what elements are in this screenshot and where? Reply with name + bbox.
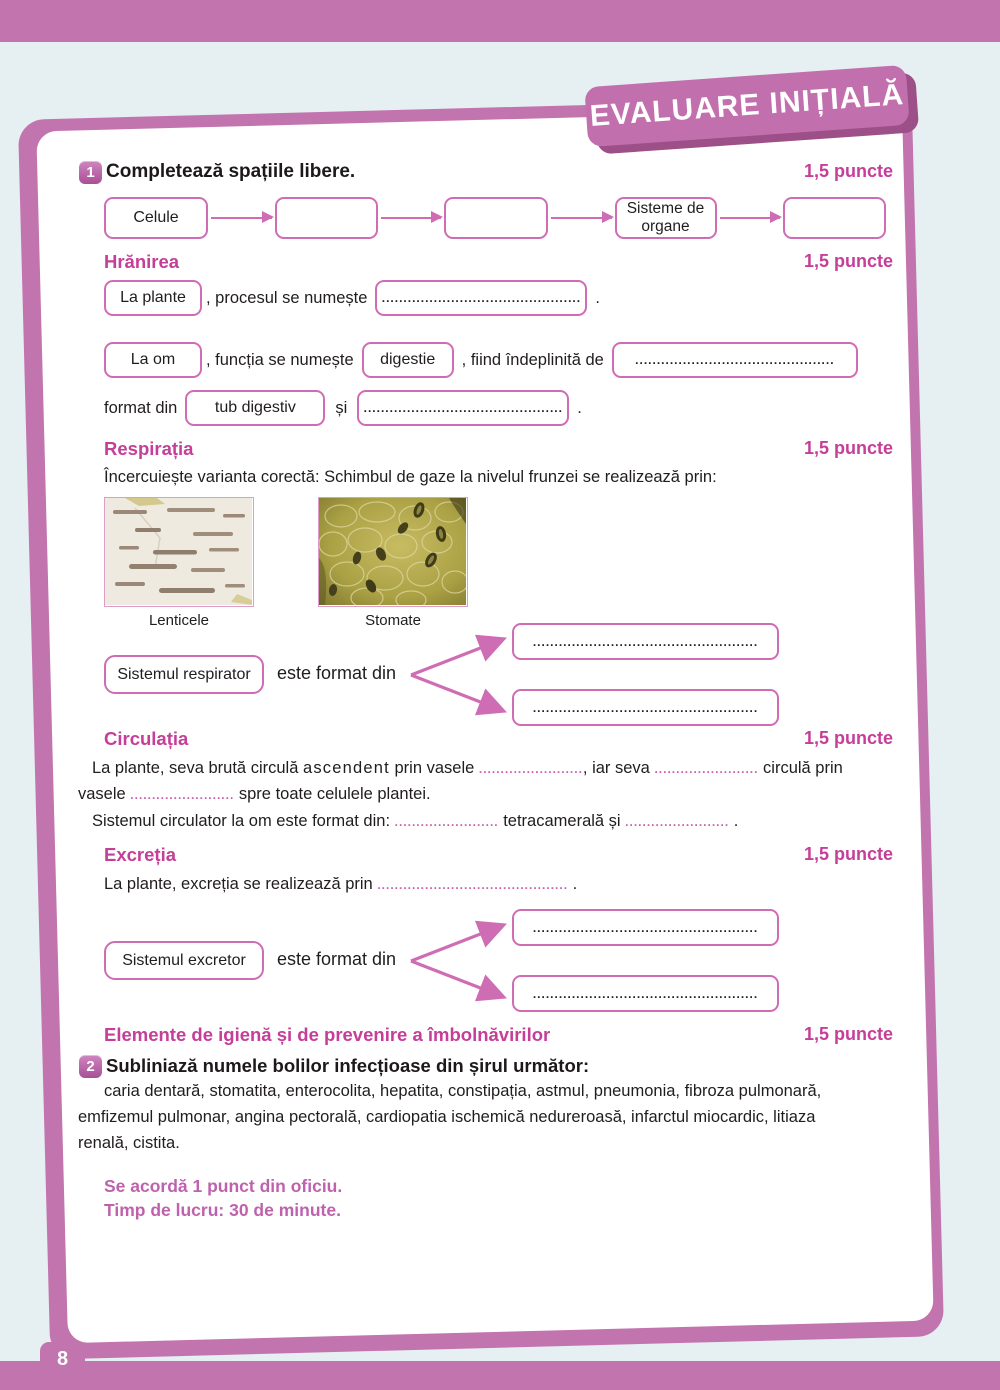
- question-2-title: Subliniază numele bolilor infecțioase din șirul următor:: [106, 1055, 590, 1076]
- question-2-badge: [79, 1055, 102, 1078]
- text-segment: La plante, excreția se realizează prin: [104, 875, 378, 893]
- box-sistemul-respirator: Sistemul respirator: [104, 655, 264, 694]
- question-1-points: 1,5 puncte: [803, 161, 893, 181]
- flowchart-box-blank-1: [275, 197, 378, 239]
- box-la-plante: La plante: [104, 280, 202, 316]
- hranirea-row1-period: .: [595, 288, 601, 307]
- dotted-blank-pink: ........................: [654, 762, 759, 776]
- dotted-blank: ....................................................: [532, 700, 759, 715]
- cells-flowchart: [104, 197, 886, 239]
- circulatia-line-2: [78, 785, 431, 804]
- dotted-blank-pink: ........................: [478, 762, 583, 776]
- flowchart-box-sisteme: Sisteme de organe: [615, 197, 717, 239]
- igiena-points: 1,5 puncte: [803, 1024, 893, 1044]
- text-segment: spre toate celulele plantei.: [234, 785, 431, 803]
- flowchart-box-celule: Celule: [104, 197, 208, 239]
- hranirea-row3-period: .: [577, 398, 582, 417]
- text-segment: tetracamerală și: [498, 812, 626, 830]
- text-segment: prin vasele: [389, 759, 479, 777]
- flowchart-box-blank-3: [783, 197, 886, 239]
- flowchart-box-blank-2: [444, 197, 548, 239]
- text-segment: , iar seva: [582, 759, 655, 777]
- excretia-points: 1,5 puncte: [803, 844, 893, 864]
- question-1-title: Completează spațiile libere.: [106, 161, 356, 182]
- dotted-blank-pink: ............................................: [377, 878, 569, 892]
- respirator-blank-2: [512, 689, 779, 726]
- page-number: 8: [56, 1348, 69, 1370]
- hranirea-row3-pre: format din: [104, 398, 178, 417]
- flowchart-arrow-icon: [381, 217, 442, 220]
- hranirea-row2-text2: , fiind îndeplinită de: [461, 350, 604, 369]
- stomate-label: Stomate: [365, 612, 421, 629]
- box-sistemul-excretor: Sistemul excretor: [104, 941, 264, 980]
- box-digestie: digestie: [362, 342, 454, 378]
- box-tub-digestiv: tub digestiv: [185, 390, 325, 426]
- hranirea-row-1: [104, 280, 600, 316]
- dotted-blank: ..............................................: [363, 401, 563, 415]
- circulatia-line-3: [92, 812, 738, 831]
- fill-box-blank: [357, 390, 569, 426]
- text-segment: vasele: [78, 785, 131, 803]
- fill-box-blank: [375, 280, 587, 316]
- hranirea-row-3: [104, 390, 582, 426]
- question-2-number: 2: [86, 1058, 95, 1075]
- excretia-heading: Excreția: [104, 844, 176, 865]
- circulatia-heading: Circulația: [104, 728, 189, 749]
- banner-title: EVALUARE INIȚIALĂ: [588, 78, 906, 133]
- fill-box-blank: [612, 342, 858, 378]
- flowchart-arrow-icon: [211, 217, 272, 220]
- lenticele-label: Lenticele: [148, 612, 210, 629]
- question-1-number: 1: [86, 164, 95, 181]
- dotted-blank: ....................................................: [532, 920, 759, 935]
- footer-note-timp: Timp de lucru: 30 de minute.: [104, 1200, 341, 1220]
- question-2-text-line-2: emfizemul pulmonar, angina pectorală, cardiopatia ischemică nedureroasă, infarctul miocardic, litiaza: [78, 1108, 816, 1126]
- stomate-photo: [318, 497, 468, 607]
- respirator-este-format-din: este format din: [277, 663, 397, 683]
- dotted-blank: ..............................................: [635, 353, 835, 367]
- flowchart-arrow-icon: [551, 217, 612, 220]
- text-segment-ascendent: ascendent: [302, 759, 390, 777]
- respiratia-points: 1,5 puncte: [803, 438, 893, 458]
- hranirea-row-2: [104, 342, 858, 378]
- circulatia-line-1: [92, 759, 843, 778]
- question-2-text-line-1: caria dentară, stomatita, enterocolita, hepatita, constipația, astmul, pneumonia, fibroza pulmonară,: [104, 1082, 822, 1100]
- text-segment: .: [568, 875, 578, 893]
- text-segment: .: [729, 812, 739, 830]
- text-segment: circulă prin: [758, 759, 843, 777]
- question-2-text-line-3: renală, cistita.: [78, 1134, 180, 1152]
- branch-arrows-icon: [405, 914, 515, 1008]
- excretor-blank-1: [512, 909, 779, 946]
- hranirea-row3-mid: și: [335, 398, 348, 417]
- circulatia-points: 1,5 puncte: [803, 728, 893, 748]
- excretor-este-format-din: este format din: [277, 949, 397, 969]
- excretia-line-1: [104, 875, 577, 894]
- respiratia-heading: Respirația: [104, 438, 194, 459]
- respirator-blank-1: [512, 623, 779, 660]
- hranirea-row1-text: , procesul se numește: [206, 288, 368, 307]
- flowchart-arrow-icon: [720, 217, 781, 220]
- hranirea-points: 1,5 puncte: [803, 251, 893, 271]
- excretor-blank-2: [512, 975, 779, 1012]
- text-segment: La plante, seva brută circulă: [92, 759, 303, 777]
- box-la-om: La om: [104, 342, 202, 378]
- dotted-blank: ..............................................: [381, 291, 582, 305]
- dotted-blank-pink: ........................: [394, 815, 499, 829]
- lenticele-photo: [104, 497, 254, 607]
- footer-note-oficiu: Se acordă 1 punct din oficiu.: [104, 1176, 343, 1196]
- respiratia-instruction: Încercuiește varianta corectă: Schimbul de gaze la nivelul frunzei se realizează prin:: [104, 468, 717, 486]
- question-1-badge: [79, 161, 102, 184]
- hranirea-heading: Hrănirea: [104, 251, 180, 272]
- branch-arrows-icon: [405, 628, 515, 722]
- dotted-blank-pink: ........................: [130, 788, 235, 802]
- dotted-blank: ....................................................: [532, 986, 759, 1001]
- dotted-blank-pink: ........................: [625, 815, 730, 829]
- dotted-blank: ....................................................: [532, 634, 759, 649]
- igiena-heading: Elemente de igienă și de prevenire a îmbolnăvirilor: [104, 1024, 551, 1045]
- hranirea-row2-text: , funcția se numește: [206, 350, 354, 369]
- text-segment: Sistemul circulator la om este format din:: [92, 812, 395, 830]
